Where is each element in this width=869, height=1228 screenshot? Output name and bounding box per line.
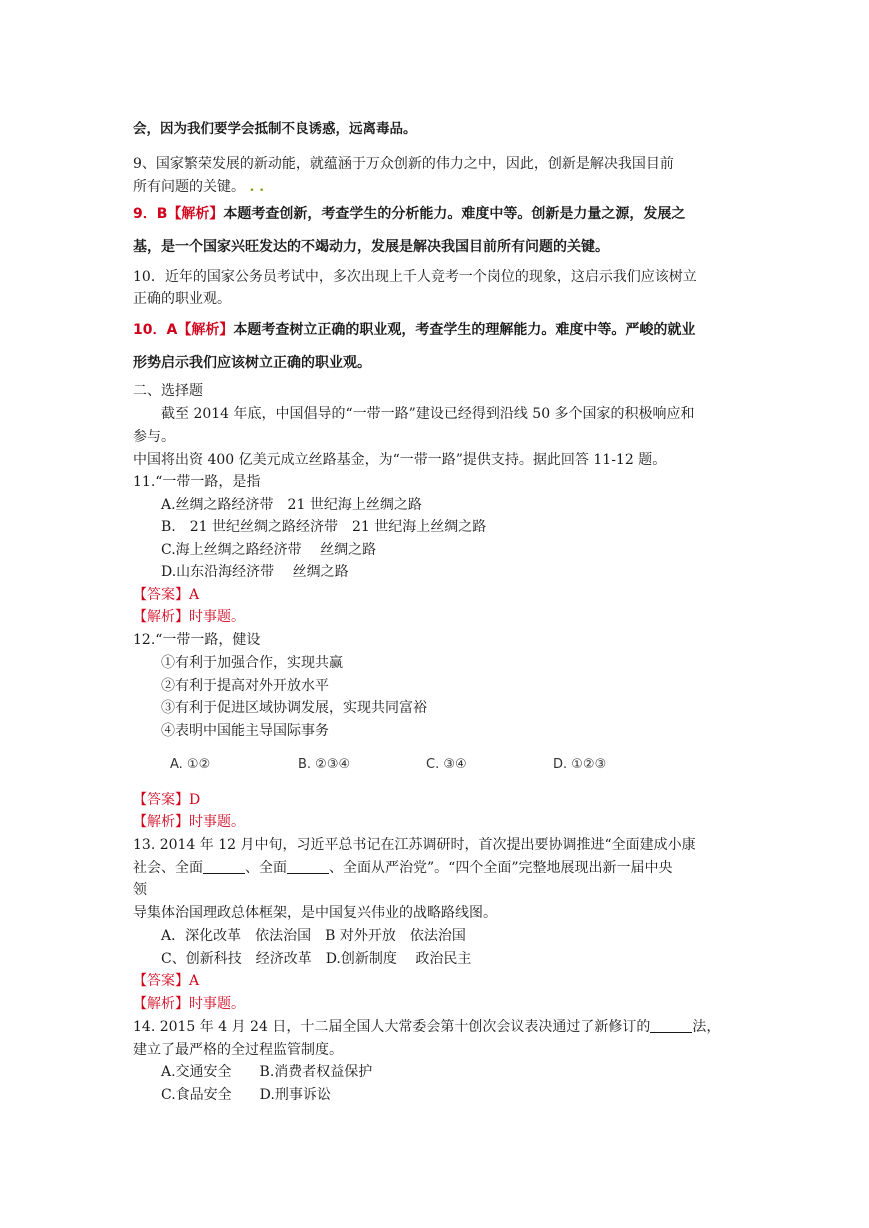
- question-13-text-part1: 社会、全面: [133, 860, 203, 876]
- question-14-text-part1: 14. 2015 年 4 月 24 日，十二届全国人大常委会第十创次会议表决通过了新修订的: [133, 1019, 651, 1035]
- question-12-item-1: ①有利于加强合作，实现共赢: [161, 655, 343, 671]
- question-9-line-1: 9、国家繁荣发展的新动能，就蕴涵于万众创新的伟力之中，因此，创新是解决我国目前: [133, 156, 674, 172]
- section-2-heading: 二、选择题: [133, 383, 203, 399]
- question-13-line-2: [133, 859, 672, 877]
- question-10-line-1: 10．近年的国家公务员考试中，多次出现上千人竞考一个岗位的现象，这启示我们应该树立: [133, 269, 697, 285]
- answer-9-label: 9．B【解析】: [133, 206, 224, 222]
- intro-line-2: 参与。: [133, 429, 175, 445]
- analysis-tag: 【解析】: [133, 609, 189, 625]
- question-11-option-a: A.丝绸之路经济带 21 世纪海上丝绸之路: [161, 497, 422, 513]
- question-12-item-4: ④表明中国能主导国际事务: [161, 723, 329, 739]
- answer-9-line-1: [133, 205, 685, 223]
- intro-line-1: 截至 2014 年底，中国倡导的“一带一路”建设已经得到沿线 50 多个国家的积极响应和: [161, 406, 695, 422]
- question-13-line-4: 导集体治国理政总体框架，是中国复兴伟业的战略路线图。: [133, 905, 497, 921]
- analysis-value: 时事题。: [189, 996, 245, 1012]
- question-13-line-3: 领: [133, 882, 147, 898]
- question-12-analysis: [133, 813, 245, 831]
- answer-10-label: 10．A【解析】: [133, 322, 234, 338]
- answer-tag: 【答案】: [133, 792, 189, 808]
- question-13-text-part2: 、全面: [245, 860, 287, 876]
- answer-9-line-2: 基，是一个国家兴旺发达的不竭动力，发展是解决我国目前所有问题的关键。: [133, 239, 609, 255]
- answer-10-text: 本题考查树立正确的职业观，考查学生的理解能力。难度中等。严峻的就业: [233, 322, 696, 338]
- fill-blank: [650, 1018, 692, 1033]
- question-12-item-2: ②有利于提高对外开放水平: [161, 678, 329, 694]
- question-14-text-part2: 法，: [692, 1019, 721, 1035]
- analysis-tag: 【解析】: [133, 814, 189, 830]
- question-11-option-c: C.海上丝绸之路经济带 丝绸之路: [161, 542, 377, 558]
- answer-9-text: 本题考查创新，考查学生的分析能力。难度中等。创新是力量之源，发展之: [223, 206, 686, 222]
- analysis-value: 时事题。: [189, 609, 245, 625]
- question-12-option-b: B. ②③④: [298, 757, 351, 772]
- marker-dots: . .: [249, 179, 265, 195]
- question-12-option-c: C. ③④: [426, 757, 467, 772]
- question-14-options-ab: A.交通安全 B.消费者权益保护: [161, 1064, 373, 1080]
- answer-10-line-2: 形势启示我们应该树立正确的职业观。: [133, 355, 371, 371]
- question-13-analysis: [133, 995, 245, 1013]
- answer-10-line-1: [133, 321, 695, 339]
- intro-line-3: 中国将出资 400 亿美元成立丝路基金，为“一带一路”提供支持。据此回答 11-12 题。: [133, 452, 667, 468]
- question-9-text: 所有问题的关键。: [133, 179, 245, 195]
- question-14-line-2: 建立了最严格的全过程监管制度。: [133, 1042, 343, 1058]
- question-12-stem: 12.“一带一路，健设: [133, 632, 261, 648]
- fill-blank: [203, 859, 245, 874]
- question-9-line-2: [133, 178, 264, 196]
- continued-answer-line: 会，因为我们要学会抵制不良诱惑，远离毒品。: [133, 121, 417, 137]
- fill-blank: [287, 859, 329, 874]
- analysis-tag: 【解析】: [133, 996, 189, 1012]
- question-13-text-part3: 、全面从严治党”。“四个全面”完整地展现出新一届中央: [329, 860, 673, 876]
- question-13-answer: [133, 972, 199, 990]
- answer-tag: 【答案】: [133, 973, 189, 989]
- answer-value: A: [189, 587, 200, 603]
- answer-tag: 【答案】: [133, 587, 189, 603]
- question-10-line-2: 正确的职业观。: [133, 291, 231, 307]
- question-11-analysis: [133, 608, 245, 626]
- question-12-answer: [133, 791, 200, 809]
- question-13-options-ab: A．深化改革 依法治国 B 对外开放 依法治国: [161, 928, 466, 944]
- analysis-value: 时事题。: [189, 814, 245, 830]
- question-13-options-cd: C、创新科技 经济改革 D.创新制度 政治民主: [161, 951, 472, 967]
- question-12-item-3: ③有利于促进区域协调发展，实现共同富裕: [161, 700, 427, 716]
- question-11-stem: 11.“一带一路，是指: [133, 474, 261, 490]
- question-11-answer: [133, 586, 199, 604]
- answer-value: A: [189, 973, 200, 989]
- question-12-option-d: D. ①②③: [553, 757, 607, 772]
- question-11-option-d: D.山东沿海经济带 丝绸之路: [161, 564, 349, 580]
- question-14-options-cd: C.食品安全 D.刑事诉讼: [161, 1087, 331, 1103]
- answer-value: D: [189, 792, 201, 808]
- question-11-option-b: B. 21 世纪丝绸之路经济带 21 世纪海上丝绸之路: [161, 519, 487, 535]
- question-13-line-1: 13. 2014 年 12 月中旬，习近平总书记在江苏调研时，首次提出要协调推进“全面建成小康: [133, 837, 696, 853]
- question-12-option-a: A. ①②: [170, 757, 211, 772]
- question-14-line-1: [133, 1018, 720, 1036]
